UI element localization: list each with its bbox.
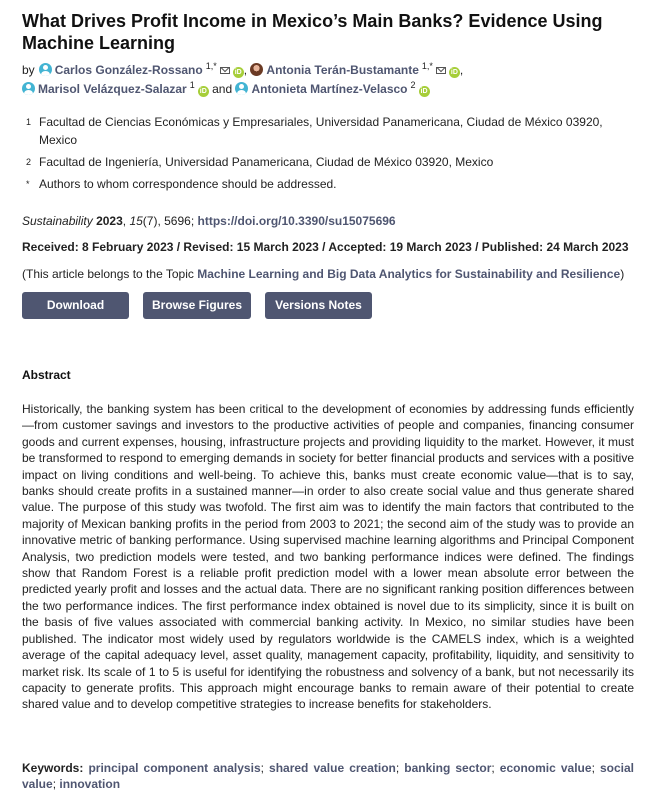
citation-pages: , 5696; <box>157 214 195 228</box>
citation-issue: (7) <box>142 214 158 228</box>
and-label: and <box>212 82 233 96</box>
affiliation-mark: 2 <box>26 157 32 167</box>
orcid-icon[interactable]: iD <box>450 69 458 76</box>
citation-line: Sustainability 2023, 15(7), 5696; https://doi.org/10.3390/su15075696 <box>22 214 396 228</box>
author-name[interactable]: Marisol Velázquez-Salazar <box>38 82 187 96</box>
citation-year: 2023 <box>96 214 123 228</box>
topic-suffix: ) <box>620 267 625 281</box>
author-photo-icon <box>250 63 263 76</box>
topic-link[interactable]: Machine Learning and Big Data Analytics for Sustainability and Resilience <box>197 267 621 281</box>
keyword-link[interactable]: principal component analysis <box>88 761 261 775</box>
affiliation-item <box>22 153 632 171</box>
email-icon[interactable] <box>220 67 230 74</box>
topic-prefix: (This article belongs to the Topic <box>22 267 198 281</box>
abstract-text: Historically, the banking system has been critical to the development of economies by addressing funds efficiently—from customer savings and investors to the productive activities of people and companies, financing consumer goods and current expenses, housing, infrastructure projects and providing liquidity to the market. However, it must be transformed to respond to emerging demands in society for better financial products and services with a positive impact on living conditions and well-being. To achieve this, banks must create economic value—that is to say, banks should create profits in a sustained manner—in order to also create social value and thus generate shared value. The purpose of this study was twofold. The first aim was to identify the main factors that contributed to the majority of Mexican banking profits in the period from 2003 to 2021; the second aim of the study was to provide an innovative metric of banking performance. Using supervised machine learning algorithms and Principal Component Analysis, two prediction models were tested, and two banking performance indices were defined. The findings show that Random Forest is a reliable profit prediction model with a lower mean absolute error between the predicted yearly profit and losses and the actual data. There are no significant ranking position differences between the two performance indices. The first performance index obtained is novel due to its simplicity, since it is built on the basis of five values associated with commercial banking activity. In Mexico, no similar studies have been published. The indicator most widely used by regulators worldwide is the CAMELS index, which is a weighted average of the capital adequacy level, asset quality, management capacity, profitability, liquidity, and sensitivity to market risk. Its scale of 1 to 5 is useful for identifying the robustness and solvency of a bank, but not necessarily its capacity to generate profits. This approach might encourage banks to remain aware of their potential to create shared value and to develop competitive strategies to increase benefits for stakeholders. <box>22 402 634 712</box>
author-affiliation-mark: 1 <box>189 80 195 90</box>
author-list <box>22 61 642 99</box>
affiliation-text: Facultad de Ingeniería, Universidad Panamericana, Ciudad de México 03920, Mexico <box>39 155 494 169</box>
affiliation-item <box>22 175 632 193</box>
email-icon[interactable] <box>436 67 446 74</box>
author-name[interactable]: Carlos González-Rossano <box>54 63 203 77</box>
author-line-1: by Carlos González-Rossano $^{1,*}$iD , Antonia Terán-Bustamante $^{1,*}$iD , <box>22 61 464 77</box>
author-4[interactable] <box>235 82 429 96</box>
doi-link[interactable]: https://doi.org/10.3390/su15075696 <box>197 214 396 228</box>
author-name[interactable]: Antonieta Martínez-Velasco <box>251 82 408 96</box>
versions-notes-button[interactable]: Versions Notes <box>265 292 372 319</box>
keyword-link[interactable]: innovation <box>59 777 121 792</box>
author-affiliation-mark: 2 <box>410 80 416 90</box>
browse-figures-button[interactable]: Browse Figures <box>143 292 251 319</box>
affiliation-text: Facultad de Ciencias Económicas y Empresariales, Universidad Panamericana, Ciudad de México 03920, Mexico <box>39 115 603 147</box>
download-button[interactable]: Download <box>22 292 129 319</box>
keywords-section: Keywords: principal component analysis; shared value creation; banking sector; economic value; social value; innovation <box>22 761 635 792</box>
author-affiliation-mark: 1,* <box>421 61 433 71</box>
by-label: by <box>22 63 35 77</box>
journal-name[interactable]: Sustainability <box>22 214 93 228</box>
keyword-link[interactable]: social value <box>22 761 635 792</box>
topic-note <box>22 265 642 283</box>
orcid-icon[interactable]: iD <box>199 88 207 95</box>
affiliation-text: Authors to whom correspondence should be addressed. <box>39 177 337 191</box>
author-name[interactable]: Antonia Terán-Bustamante <box>266 63 419 77</box>
keyword-link[interactable]: economic value <box>499 761 592 775</box>
author-line-2 <box>22 80 642 99</box>
author-affiliation-mark: 1,* <box>205 61 217 71</box>
affiliation-list <box>22 113 632 197</box>
citation-volume: 15 <box>129 214 143 228</box>
author-2[interactable] <box>250 63 459 77</box>
keywords-label: Keywords: <box>22 761 84 775</box>
author-3[interactable] <box>22 82 209 96</box>
affiliation-item <box>22 113 632 149</box>
affiliation-mark: 1 <box>26 117 32 127</box>
keyword-link[interactable]: shared value creation <box>269 761 396 775</box>
article-title: What Drives Profit Income in Mexico’s Main Banks? Evidence Using Machine Learning <box>22 11 603 53</box>
keyword-link[interactable]: banking sector <box>404 761 492 775</box>
orcid-icon[interactable]: iD <box>234 69 242 76</box>
affiliation-mark: * <box>26 179 30 189</box>
author-avatar-icon <box>39 63 52 76</box>
publication-dates: Received: 8 February 2023 / Revised: 15 March 2023 / Accepted: 19 March 2023 / Published: 24 March 2023 <box>22 240 629 254</box>
orcid-icon[interactable]: iD <box>420 88 428 95</box>
author-avatar-icon <box>235 82 248 95</box>
author-1[interactable] <box>39 63 244 77</box>
author-avatar-icon <box>22 82 35 95</box>
abstract-heading: Abstract <box>22 368 71 382</box>
